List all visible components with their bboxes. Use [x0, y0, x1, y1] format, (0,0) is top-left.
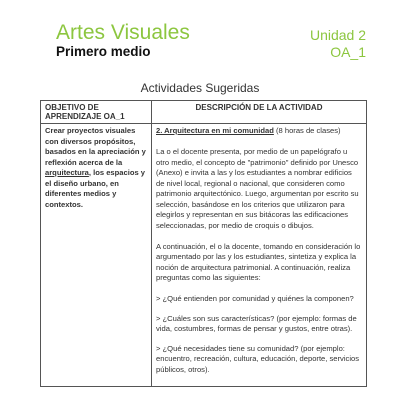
- description-column-header: DESCRIPCIÓN DE LA ACTIVIDAD: [152, 101, 367, 124]
- objective-column-header: OBJETIVO DE APRENDIZAJE OA_1: [41, 101, 152, 124]
- document-title: Artes Visuales: [56, 21, 190, 44]
- question-item: > ¿Cuáles son sus características? (por ejemplo: formas de vida, costumbres, formas de pensar y gustos, entre otras).: [156, 313, 357, 333]
- activity-label: 2. Arquitectura en mi comunidad: [156, 126, 274, 135]
- description-cell: [152, 124, 367, 387]
- question-item: > ¿Qué entienden por comunidad y quiénes la componen?: [156, 294, 354, 303]
- objective-link-arquitectura[interactable]: arquitectura: [45, 168, 89, 177]
- objective-cell: [41, 124, 152, 387]
- paragraph-1: La o el docente presenta, por medio de un papelógrafo u otro medio, el concepto de "patrimonio" definido por Unesco (Anexo) e invita a las y los estudiantes a nombrar edificios de nivel local, regional o nacional, que consideren como patrimonio arquitectónico. Luego, argumentan por escrito su selección, basándose en los criterios que utilizaron para elegirlos y representan en sus bitácoras las edificaciones seleccionadas, por medio de croquis o dibujos.: [156, 147, 359, 230]
- objective-text-start: Crear proyectos visuales con diversos propósitos, basados en la apreciación y reflexión acerca de la: [45, 126, 146, 167]
- table-header-row: [41, 101, 367, 124]
- objective-text-end: , los espacios y el diseño urbano, en diferentes medios y contextos.: [45, 168, 146, 209]
- activity-hours: (8 horas de clases): [273, 126, 341, 135]
- paragraph-2: A continuación, el o la docente, tomando en consideración lo argumentado por las y los estudiantes, sintetiza y explica la noción de arquitectura patrimonial. A continuación, realiza preguntas como las siguientes:: [156, 241, 361, 282]
- unit-label: Unidad 2: [309, 27, 366, 43]
- objective-code: OA_1: [330, 44, 366, 60]
- question-item: > ¿Qué necesidades tiene su comunidad? (por ejemplo: encuentro, recreación, cultura, educación, deporte, servicios públicos, otros).: [156, 343, 360, 374]
- document-subtitle: Primero medio: [56, 44, 151, 59]
- section-heading: Actividades Sugeridas: [140, 81, 260, 95]
- table-row: [41, 124, 367, 387]
- activity-table: [40, 100, 367, 387]
- activity-title: [156, 126, 362, 137]
